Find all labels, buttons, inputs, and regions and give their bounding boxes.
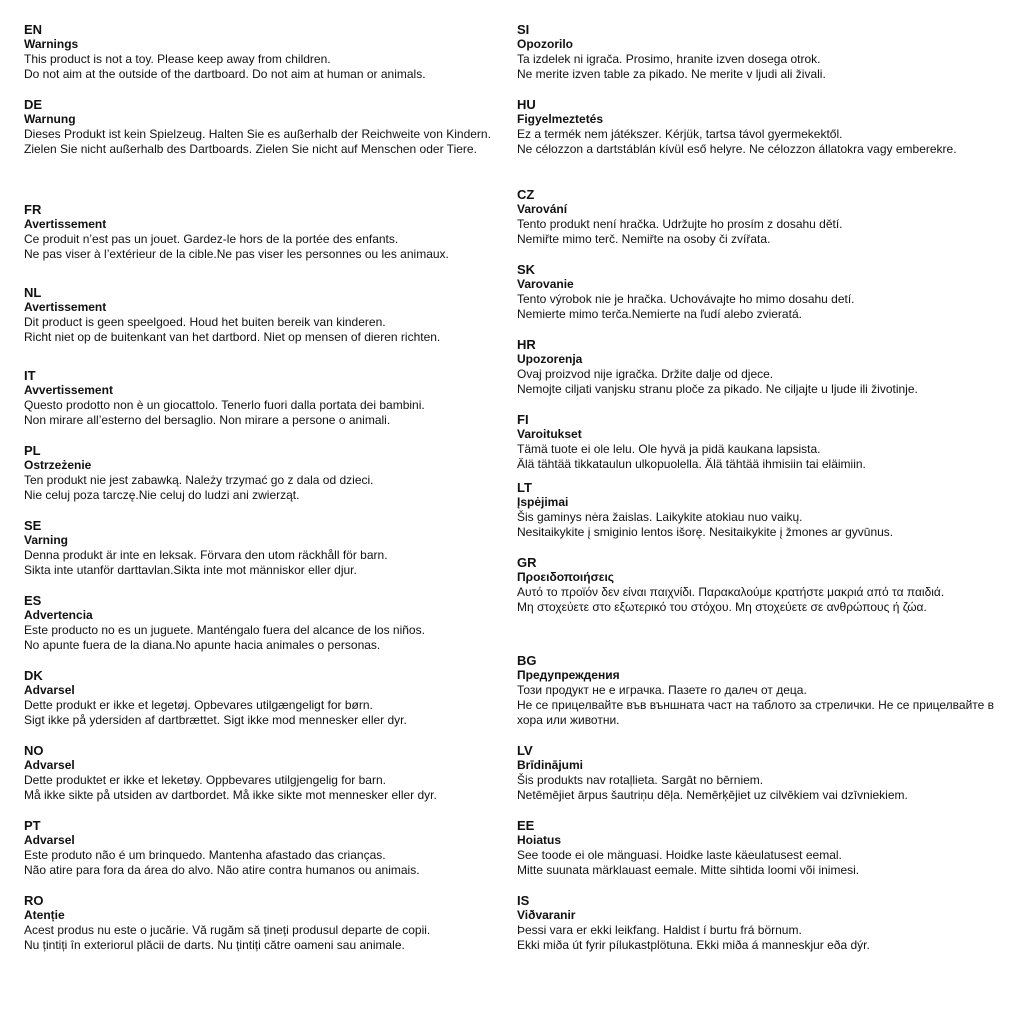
language-code: SE <box>24 518 42 533</box>
warning-title: Įspėjimai <box>517 495 569 509</box>
warning-line: Ne merite izven table za pikado. Ne merite v ljudi ali živali. <box>517 67 826 81</box>
warning-line: Este produto não é um brinquedo. Mantenha afastado das crianças. <box>24 848 386 862</box>
warning-title: Advarsel <box>24 683 75 697</box>
warning-line: Mitte suunata märklauast eemale. Mitte sihtida loomi või inimesi. <box>517 863 860 877</box>
warning-text <box>24 623 502 653</box>
warning-title: Brīdinājumi <box>517 758 584 772</box>
warning-text <box>517 217 997 247</box>
warning-section-ro <box>24 893 502 953</box>
warning-section-fi <box>517 412 997 472</box>
warning-text <box>517 773 997 803</box>
warning-line: Questo prodotto non è un giocattolo. Tenerlo fuori dalla portata dei bambini. <box>24 398 425 412</box>
warning-line: Ta izdelek ni igrača. Prosimo, hranite izven dosega otrok. <box>517 52 821 66</box>
language-code: NL <box>24 285 42 300</box>
language-code: IS <box>517 893 530 908</box>
warning-line: Nemiřte mimo terč. Nemiřte na osoby či zvířata. <box>517 232 771 246</box>
warning-text <box>24 232 502 262</box>
warning-text <box>517 510 997 540</box>
warning-text <box>517 367 997 397</box>
warning-line: Må ikke sikte på utsiden av dartbordet. Må ikke sikte mot mennesker eller dyr. <box>24 788 437 802</box>
warning-section-se <box>24 518 502 578</box>
warning-line: Не се прицелвайте във външната част на таблото за стрелички. Не се прицелвайте в хора или животни. <box>517 698 995 727</box>
warning-line: Šis gaminys nėra žaislas. Laikykite atokiau nuo vaikų. <box>517 510 803 524</box>
warning-line: See toode ei ole mänguasi. Hoidke laste käeulatusest eemal. <box>517 848 842 862</box>
warning-title: Advarsel <box>24 833 75 847</box>
language-code: PT <box>24 818 41 833</box>
warning-section-dk <box>24 668 502 728</box>
warning-line: Ne célozzon a dartstáblán kívül eső helyre. Ne célozzon állatokra vagy emberekre. <box>517 142 957 156</box>
warning-line: Dit product is geen speelgoed. Houd het buiten bereik van kinderen. <box>24 315 386 329</box>
warning-line: Ekki miða út fyrir pílukastplötuna. Ekki miða á manneskjur eða dýr. <box>517 938 870 952</box>
warning-section-fr <box>24 202 502 262</box>
warning-title: Opozorilo <box>517 37 573 51</box>
warning-title: Varovanie <box>517 277 574 291</box>
warning-line: Nemojte ciljati vanjsku stranu ploče za pikado. Ne ciljajte u ljude ili životinje. <box>517 382 918 396</box>
language-code: BG <box>517 653 537 668</box>
warning-line: Denna produkt är inte en leksak. Förvara den utom räckhåll för barn. <box>24 548 388 562</box>
warning-line: Tento produkt není hračka. Udržujte ho prosím z dosahu dětí. <box>517 217 843 231</box>
warning-title: Atenție <box>24 908 65 922</box>
warning-text <box>517 923 997 953</box>
warning-title: Varoitukset <box>517 427 582 441</box>
warning-text <box>24 127 502 157</box>
language-code: EN <box>24 22 43 37</box>
warning-line: Dette produkt er ikke et legetøj. Opbevares utilgængeligt for børn. <box>24 698 373 712</box>
warning-text <box>517 585 997 615</box>
warning-text <box>24 473 502 503</box>
warning-section-si <box>517 22 997 82</box>
warning-title: Warnings <box>24 37 79 51</box>
warning-text <box>24 848 502 878</box>
warning-line: Non mirare all’esterno del bersaglio. Non mirare a persone o animali. <box>24 413 391 427</box>
warning-text <box>24 923 502 953</box>
warning-line: Ce produit n’est pas un jouet. Gardez-le hors de la portée des enfants. <box>24 232 399 246</box>
warning-line: Nesitaikykite į smiginio lentos išorę. Nesitaikykite į žmones ar gyvūnus. <box>517 525 894 539</box>
warning-title: Предупреждения <box>517 668 620 682</box>
warning-line: Netēmējiet ārpus šautriņu dēļa. Nemērķējiet uz cilvēkiem vai dzīvniekiem. <box>517 788 908 802</box>
warning-line: Μη στοχεύετε στο εξωτερικό του στόχου. Μη στοχεύετε σε ανθρώπους ή ζώα. <box>517 600 927 614</box>
warning-line: Tento výrobok nie je hračka. Uchovávajte ho mimo dosahu detí. <box>517 292 855 306</box>
language-code: NO <box>24 743 44 758</box>
language-code: DE <box>24 97 43 112</box>
warning-section-lt <box>517 480 997 540</box>
warning-line: No apunte fuera de la diana.No apunte hacia animales o personas. <box>24 638 381 652</box>
warning-title: Upozorenja <box>517 352 583 366</box>
warning-title: Ostrzeżenie <box>24 458 92 472</box>
warning-line: This product is not a toy. Please keep away from children. <box>24 52 331 66</box>
warning-line: Ovaj proizvod nije igračka. Držite dalje od djece. <box>517 367 774 381</box>
warning-section-pl <box>24 443 502 503</box>
warning-title: Avertissement <box>24 217 107 231</box>
warning-section-de <box>24 97 502 157</box>
warning-title: Advertencia <box>24 608 93 622</box>
language-code: LV <box>517 743 533 758</box>
language-code: IT <box>24 368 36 383</box>
warning-line: Nu țintiți în exteriorul plăcii de darts. Nu țintiți către oameni sau animale. <box>24 938 405 952</box>
warning-title: Varning <box>24 533 69 547</box>
language-code: HU <box>517 97 536 112</box>
warning-text <box>24 52 502 82</box>
warning-section-it <box>24 368 502 428</box>
language-code: ES <box>24 593 42 608</box>
warning-title: Advarsel <box>24 758 75 772</box>
warning-text <box>517 442 997 472</box>
warning-line: Acest produs nu este o jucărie. Vă rugăm să țineți produsul departe de copii. <box>24 923 431 937</box>
warning-line: Þessi vara er ekki leikfang. Haldist í burtu frá börnum. <box>517 923 802 937</box>
warning-line: Ne pas viser à l’extérieur de la cible.Ne pas viser les personnes ou les animaux. <box>24 247 449 261</box>
warning-text <box>24 398 502 428</box>
warning-text <box>517 292 997 322</box>
warning-section-hr <box>517 337 997 397</box>
warning-line: Dette produktet er ikke et leketøy. Oppbevares utilgjengelig for barn. <box>24 773 386 787</box>
warning-title: Viðvaranir <box>517 908 576 922</box>
warning-section-en <box>24 22 502 82</box>
language-code: SI <box>517 22 530 37</box>
warning-section-lv <box>517 743 997 803</box>
warning-line: Nie celuj poza tarczę.Nie celuj do ludzi ani zwierząt. <box>24 488 300 502</box>
warning-section-bg <box>517 653 997 728</box>
warning-section-pt <box>24 818 502 878</box>
warning-line: Dieses Produkt ist kein Spielzeug. Halten Sie es außerhalb der Reichweite von Kindern. <box>24 127 491 141</box>
warning-section-es <box>24 593 502 653</box>
warning-section-sk <box>517 262 997 322</box>
language-code: DK <box>24 668 43 683</box>
language-code: CZ <box>517 187 535 202</box>
warning-title: Avvertissement <box>24 383 113 397</box>
language-code: HR <box>517 337 536 352</box>
warning-title: Προειδοποιήσεις <box>517 570 615 584</box>
warning-line: Zielen Sie nicht außerhalb des Dartboards. Zielen Sie nicht auf Menschen oder Tiere. <box>24 142 477 156</box>
warning-text <box>517 127 997 157</box>
warning-line: Този продукт не е играчка. Пазете го далеч от деца. <box>517 683 807 697</box>
warning-line: Tämä tuote ei ole lelu. Ole hyvä ja pidä kaukana lapsista. <box>517 442 821 456</box>
warning-text <box>24 315 502 345</box>
warning-line: Do not aim at the outside of the dartboard. Do not aim at human or animals. <box>24 67 426 81</box>
warning-text <box>24 548 502 578</box>
warning-section-is <box>517 893 997 953</box>
language-code: PL <box>24 443 41 458</box>
warning-line: Este producto no es un juguete. Manténgalo fuera del alcance de los niños. <box>24 623 425 637</box>
language-code: FR <box>24 202 42 217</box>
language-code: FI <box>517 412 529 427</box>
language-code: RO <box>24 893 44 908</box>
warning-line: Sikta inte utanför darttavlan.Sikta inte mot människor eller djur. <box>24 563 357 577</box>
warning-line: Ten produkt nie jest zabawką. Należy trzymać go z dala od dzieci. <box>24 473 374 487</box>
language-code: LT <box>517 480 532 495</box>
warning-text <box>517 848 997 878</box>
warning-section-nl <box>24 285 502 345</box>
warning-text <box>24 773 502 803</box>
warning-section-hu <box>517 97 997 157</box>
warning-line: Älä tähtää tikkataulun ulkopuolella. Älä tähtää ihmisiin tai eläimiin. <box>517 457 866 471</box>
warning-title: Warnung <box>24 112 76 126</box>
warning-line: Αυτό το προϊόν δεν είναι παιχνίδι. Παρακαλούμε κρατήστε μακριά από τα παιδιά. <box>517 585 945 599</box>
warning-text <box>24 698 502 728</box>
language-code: SK <box>517 262 536 277</box>
warning-title: Figyelmeztetés <box>517 112 604 126</box>
warning-title: Hoiatus <box>517 833 562 847</box>
warning-line: Não atire para fora da área do alvo. Não atire contra humanos ou animais. <box>24 863 420 877</box>
warning-line: Ez a termék nem játékszer. Kérjük, tartsa távol gyermekektől. <box>517 127 843 141</box>
language-code: GR <box>517 555 537 570</box>
warning-title: Avertissement <box>24 300 107 314</box>
language-code: EE <box>517 818 535 833</box>
warning-section-cz <box>517 187 997 247</box>
warning-text <box>517 52 997 82</box>
warning-section-ee <box>517 818 997 878</box>
warning-section-no <box>24 743 502 803</box>
warning-line: Sigt ikke på ydersiden af dartbrættet. Sigt ikke mod mennesker eller dyr. <box>24 713 407 727</box>
warning-title: Varování <box>517 202 568 216</box>
warning-text <box>517 683 997 728</box>
warning-line: Nemierte mimo terča.Nemierte na ľudí alebo zvieratá. <box>517 307 802 321</box>
warning-section-gr <box>517 555 997 615</box>
warning-line: Richt niet op de buitenkant van het dartbord. Niet op mensen of dieren richten. <box>24 330 441 344</box>
warning-line: Šis produkts nav rotaļlieta. Sargāt no bērniem. <box>517 773 764 787</box>
